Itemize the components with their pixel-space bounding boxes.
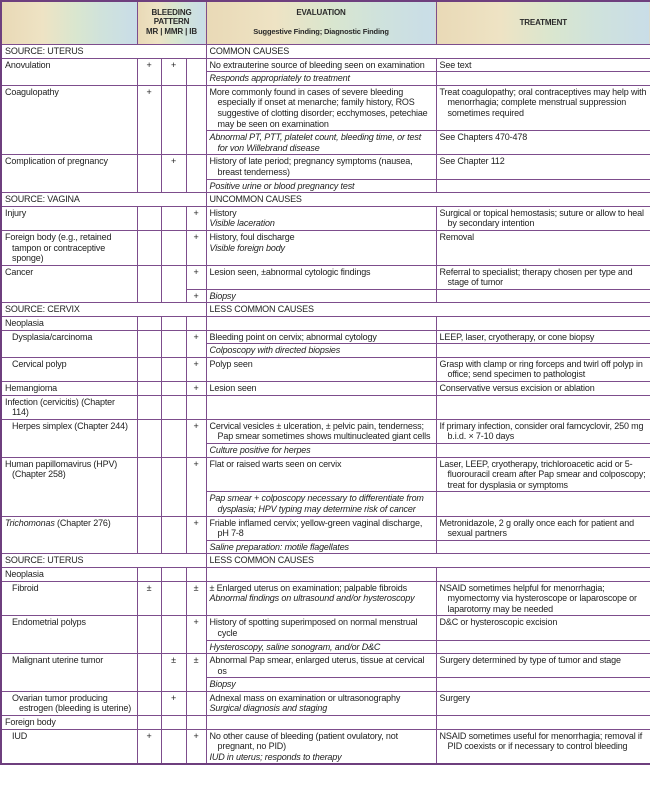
treatment-cell [436,382,650,396]
evaluation-cell [206,678,436,692]
cause-name: Injury [5,207,27,218]
table-row [1,155,650,179]
mr-mark [137,419,161,457]
mr-mark [137,155,161,193]
diagnostic-finding: Biopsy [209,679,236,690]
suggestive-finding: No extrauterine source of bleeding seen on examination [209,59,425,70]
mmr-mark [161,85,186,155]
table-row [1,330,650,344]
empty-cell [186,395,206,419]
treatment-cell [436,265,650,289]
diagnostic-finding: Culture positive for herpes [209,445,311,455]
treatment-cell [436,206,650,230]
section-source: SOURCE: UTERUS [1,554,206,568]
treatment-cell [436,729,650,764]
ib-mark [186,58,206,85]
cause-name: Cervical polyp [12,358,67,369]
diagnostic-finding: IUD in uterus; responds to therapy [209,751,342,762]
mr-mark [137,330,161,357]
treatment-cell [436,357,650,381]
empty-cell [161,567,186,581]
evaluation-sublabel: Suggestive Finding; Diagnostic Finding [253,27,389,36]
cause-cell [1,382,137,396]
evaluation-label: EVALUATION [296,8,346,18]
cause-cell [1,155,137,193]
ib-mark: + [186,382,206,396]
diagnostic-finding: Visible laceration [209,218,275,229]
mr-mark [137,206,161,230]
ib-mark [186,155,206,193]
treatment-cell [436,330,650,344]
diagnostic-finding: Responds appropriately to treatment [209,73,350,84]
ib-mark [186,691,206,715]
cause-name: IUD [12,730,28,741]
empty-cell [436,716,650,730]
cause-cell [1,58,137,85]
diagnostic-finding: Pap smear + colposcopy necessary to differentiate from dysplasia; HPV typing may determine risk of cancer [209,493,424,514]
suggestive-finding: Polyp seen [209,358,253,369]
suggestive-finding: History of spotting superimposed on normal menstrual cycle [209,617,418,638]
suggestive-finding: Lesion seen, ±abnormal cytologic findings [209,266,371,277]
mmr-mark: + [161,155,186,193]
empty-cell [161,317,186,331]
ib-mark [186,85,206,155]
empty-cell [137,716,161,730]
diagnostic-finding: Positive urine or blood pregnancy test [209,180,355,191]
ib-mark: + [186,516,206,554]
treatment-cell [436,492,650,516]
cause-name: Herpes simplex (Chapter 244) [12,420,128,431]
section-causes: COMMON CAUSES [206,45,650,59]
treatment-cell [436,155,650,179]
treatment-cell [436,457,650,492]
header-cause [1,1,137,45]
treatment-cell [436,179,650,193]
treatment-cell [436,540,650,554]
mmr-mark [161,330,186,357]
mmr-mark: ± [161,654,186,692]
diagnostic-finding: Surgical diagnosis and staging [209,703,328,714]
section-row [1,303,650,317]
cause-cell [1,616,137,654]
mr-mark [137,616,161,654]
mr-label: MR [146,27,159,37]
mr-mark: + [137,729,161,764]
ib-mark: + [186,616,206,654]
ib-mark: + [186,330,206,357]
cause-cell [1,230,137,265]
mmr-mark [161,457,186,516]
table-row [1,457,650,492]
evaluation-cell [206,230,436,265]
evaluation-cell [206,265,436,289]
empty-cell [436,317,650,331]
cause-name: Anovulation [5,59,51,70]
cause-name: Dysplasia/carcinoma [12,331,93,342]
evaluation-cell [206,289,436,303]
mr-mark [137,230,161,265]
suggestive-finding: History, foul discharge [209,231,295,242]
cause-cell [1,206,137,230]
table-row [1,419,650,443]
mmr-mark [161,516,186,554]
table-header [1,1,650,45]
mmr-mark: + [161,691,186,715]
treatment-label: TREATMENT [519,17,567,27]
ib-mark: + [186,206,206,230]
table-row [1,691,650,715]
mr-mark [137,382,161,396]
group-label: Foreign body [1,716,137,730]
header-evaluation [206,1,436,45]
cause-name: Malignant uterine tumor [12,655,104,666]
ib-mark: + [186,729,206,764]
empty-cell [161,395,186,419]
mmr-mark [161,581,186,616]
table-row [1,516,650,540]
ib-mark: + [186,230,206,265]
diagnostic-finding: Biopsy [209,290,236,301]
treatment-cell [436,85,650,130]
evaluation-cell [206,540,436,554]
mmr-mark [161,616,186,654]
mmr-mark [161,357,186,381]
ib-mark: + [186,419,206,457]
table-row [1,265,650,289]
section-row [1,45,650,59]
treatment-cell [436,289,650,303]
evaluation-cell [206,155,436,179]
treatment-text: Surgical or topical hemostasis; suture or allow to heal by secondary intention [439,207,644,229]
empty-cell [206,395,436,419]
treatment-cell [436,691,650,715]
ib-label: IB [189,27,197,37]
ib-mark: + [186,289,206,303]
mmr-mark [161,382,186,396]
treatment-cell [436,344,650,358]
treatment-text: Surgery [439,692,470,703]
treatment-text: NSAID sometimes helpful for menorrhagia; myomectomy via hysteroscope or laparoscope or laparotomy may be needed [439,582,637,614]
section-causes: UNCOMMON CAUSES [206,193,650,207]
cause-name: Foreign body (e.g., retained tampon or contraceptive sponge) [5,231,112,264]
cause-name: Human papillomavirus (HPV) (Chapter 258) [5,458,118,480]
evaluation-cell [206,382,436,396]
mr-mark [137,265,161,303]
evaluation-cell [206,131,436,155]
cause-name: Hemangioma [5,383,58,394]
table-row [1,654,650,678]
cause-cell [1,654,137,692]
diagnostic-finding: Abnormal PT, PTT, platelet count, bleeding time, or test for von Willebrand disease [209,132,422,153]
cause-cell [1,419,137,457]
cause-name: (Chapter 276) [54,517,111,528]
evaluation-cell [206,357,436,381]
mmr-mark [161,265,186,303]
mr-mark: + [137,85,161,155]
mr-mark [137,654,161,692]
empty-cell [436,567,650,581]
treatment-text: Surgery determined by type of tumor and stage [439,655,621,666]
mr-mark [137,357,161,381]
suggestive-finding: History [209,207,237,218]
cause-cell [1,457,137,516]
empty-cell [137,395,161,419]
treatment-cell [436,581,650,616]
evaluation-cell [206,85,436,130]
group-label: Neoplasia [1,317,137,331]
treatment-cell [436,678,650,692]
cause-cell [1,581,137,616]
treatment-cell [436,419,650,443]
evaluation-cell [206,419,436,443]
treatment-cell [436,72,650,86]
treatment-text: Treat coagulopathy; oral contraceptives may help with menorrhagia; complete menstrual suppression sometimes required [439,86,647,118]
treatment-text: Grasp with clamp or ring forceps and twirl off polyp in office; send specimen to pathologist [439,358,643,380]
section-causes: LESS COMMON CAUSES [206,554,650,568]
evaluation-cell [206,654,436,678]
mr-mark [137,457,161,516]
group-row [1,317,650,331]
ib-mark: + [186,265,206,289]
evaluation-cell [206,729,436,764]
mmr-mark [161,230,186,265]
suggestive-finding: History of late period; pregnancy symptoms (nausea, breast tenderness) [209,156,413,177]
treatment-text: If primary infection, consider oral famcyclovir, 250 mg b.i.d. × 7-10 days [439,420,644,442]
table-row [1,382,650,396]
suggestive-finding: Friable inflamed cervix; yellow-green vaginal discharge, pH 7-8 [209,517,423,539]
section-causes: LESS COMMON CAUSES [206,303,650,317]
suggestive-finding: No other cause of bleeding (patient ovulatory, not pregnant, no PID) [209,730,398,752]
treatment-text: Removal [439,231,474,242]
treatment-cell [436,516,650,540]
evaluation-cell [206,58,436,72]
section-row [1,554,650,568]
treatment-cell [436,616,650,640]
treatment-cell [436,58,650,72]
treatment-text: Laser, LEEP, cryotherapy, trichloroacetic acid or 5-fluorouracil cream after Pap smear and colposcopy; treat for dysplasia or symptoms [439,458,646,490]
treatment-text: See Chapters 470-478 [439,132,528,143]
table-row [1,581,650,616]
treatment-cell [436,654,650,678]
treatment-text: NSAID sometimes useful for menorrhagia; removal if PID coexists or if necessary to control bleeding [439,730,643,752]
suggestive-finding: ± Enlarged uterus on examination; palpable fibroids [209,582,407,593]
group-row [1,567,650,581]
treatment-cell [436,640,650,654]
evaluation-cell [206,330,436,344]
evaluation-cell [206,492,436,516]
ib-mark: + [186,457,206,516]
suggestive-finding: Abnormal Pap smear, enlarged uterus, tissue at cervical os [209,655,425,676]
treatment-text: Conservative versus excision or ablation [439,383,595,394]
mmr-label: MMR [164,27,184,37]
evaluation-cell [206,206,436,230]
treatment-text: LEEP, laser, cryotherapy, or cone biopsy [439,331,595,342]
section-source: SOURCE: UTERUS [1,45,206,59]
section-source: SOURCE: CERVIX [1,303,206,317]
mr-mark [137,516,161,554]
group-label: Infection (cervicitis) (Chapter 114) [1,395,137,419]
suggestive-finding: Lesion seen [209,383,257,394]
empty-cell [436,395,650,419]
cause-name: Coagulopathy [5,86,59,97]
empty-cell [137,567,161,581]
treatment-text: See Chapter 112 [439,156,505,167]
table-row [1,616,650,640]
cause-cell [1,357,137,381]
suggestive-finding: Bleeding point on cervix; abnormal cytology [209,331,377,342]
diagnostic-finding: Colposcopy with directed biopsies [209,345,341,356]
cause-name: Cancer [5,266,34,277]
empty-cell [186,567,206,581]
ib-mark: ± [186,581,206,616]
cause-cell [1,691,137,715]
cause-cell [1,516,137,554]
suggestive-finding: More commonly found in cases of severe bleeding especially if onset at menarche; family history, ROS suggestive of clotting disorder; ecchymoses, petechiae may be seen on examination [209,86,428,129]
group-row [1,395,650,419]
group-row [1,716,650,730]
cause-cell [1,85,137,155]
table-row [1,85,650,130]
evaluation-cell [206,444,436,458]
header-bleeding-pattern: BLEEDING PATTERN MR | MMR | IB [137,1,206,45]
evaluation-cell [206,179,436,193]
treatment-cell [436,131,650,155]
diagnostic-finding: Visible foreign body [209,242,285,253]
evaluation-cell [206,72,436,86]
cause-name: Fibroid [12,582,39,593]
table-row [1,729,650,764]
section-source: SOURCE: VAGINA [1,193,206,207]
cause-name: Ovarian tumor producing estrogen (bleeding is uterine) [12,692,132,714]
empty-cell [186,716,206,730]
group-label: Neoplasia [1,567,137,581]
table-row [1,58,650,72]
header-treatment [436,1,650,45]
empty-cell [206,567,436,581]
evaluation-cell [206,691,436,715]
treatment-text: See text [439,59,472,70]
suggestive-finding: Adnexal mass on examination or ultrasonography [209,692,401,703]
treatment-text: D&C or hysteroscopic excision [439,617,558,628]
evaluation-cell [206,516,436,540]
mmr-mark: + [161,58,186,85]
diagnostic-finding: Saline preparation: motile flagellates [209,541,349,552]
ib-mark: + [186,357,206,381]
evaluation-cell [206,457,436,492]
treatment-text: Referral to specialist; therapy chosen per type and stage of tumor [439,266,633,288]
section-row [1,193,650,207]
bleeding-pattern-label: BLEEDING PATTERN [151,8,192,27]
cause-name: Complication of pregnancy [5,156,108,167]
evaluation-cell [206,616,436,640]
mr-mark [137,691,161,715]
table-row [1,357,650,381]
treatment-cell [436,230,650,265]
mr-mark: + [137,58,161,85]
ib-mark: ± [186,654,206,692]
empty-cell [161,716,186,730]
cause-cell [1,729,137,764]
cause-cell [1,265,137,303]
evaluation-cell [206,581,436,616]
table-row [1,230,650,265]
mr-mark: ± [137,581,161,616]
cause-name: Endometrial polyps [12,617,86,628]
treatment-text: Metronidazole, 2 g orally once each for patient and sexual partners [439,517,634,539]
cause-cell [1,330,137,357]
evaluation-cell [206,640,436,654]
mmr-mark [161,206,186,230]
table-row [1,206,650,230]
empty-cell [186,317,206,331]
empty-cell [206,317,436,331]
suggestive-finding: Flat or raised warts seen on cervix [209,458,342,469]
treatment-cell [436,444,650,458]
cause-name-italic: Trichomonas [5,517,55,528]
diagnostic-finding: Hysteroscopy, saline sonogram, and/or D&C [209,641,381,652]
mmr-mark [161,419,186,457]
table-body [1,45,650,765]
suggestive-finding: Cervical vesicles ± ulceration, ± pelvic pain, tenderness; Pap smear sometimes shows multinucleated giant cells [209,420,431,442]
evaluation-cell [206,344,436,358]
empty-cell [137,317,161,331]
diagnostic-finding: Abnormal findings on ultrasound and/or hysteroscopy [209,593,415,604]
empty-cell [206,716,436,730]
mmr-mark [161,729,186,764]
